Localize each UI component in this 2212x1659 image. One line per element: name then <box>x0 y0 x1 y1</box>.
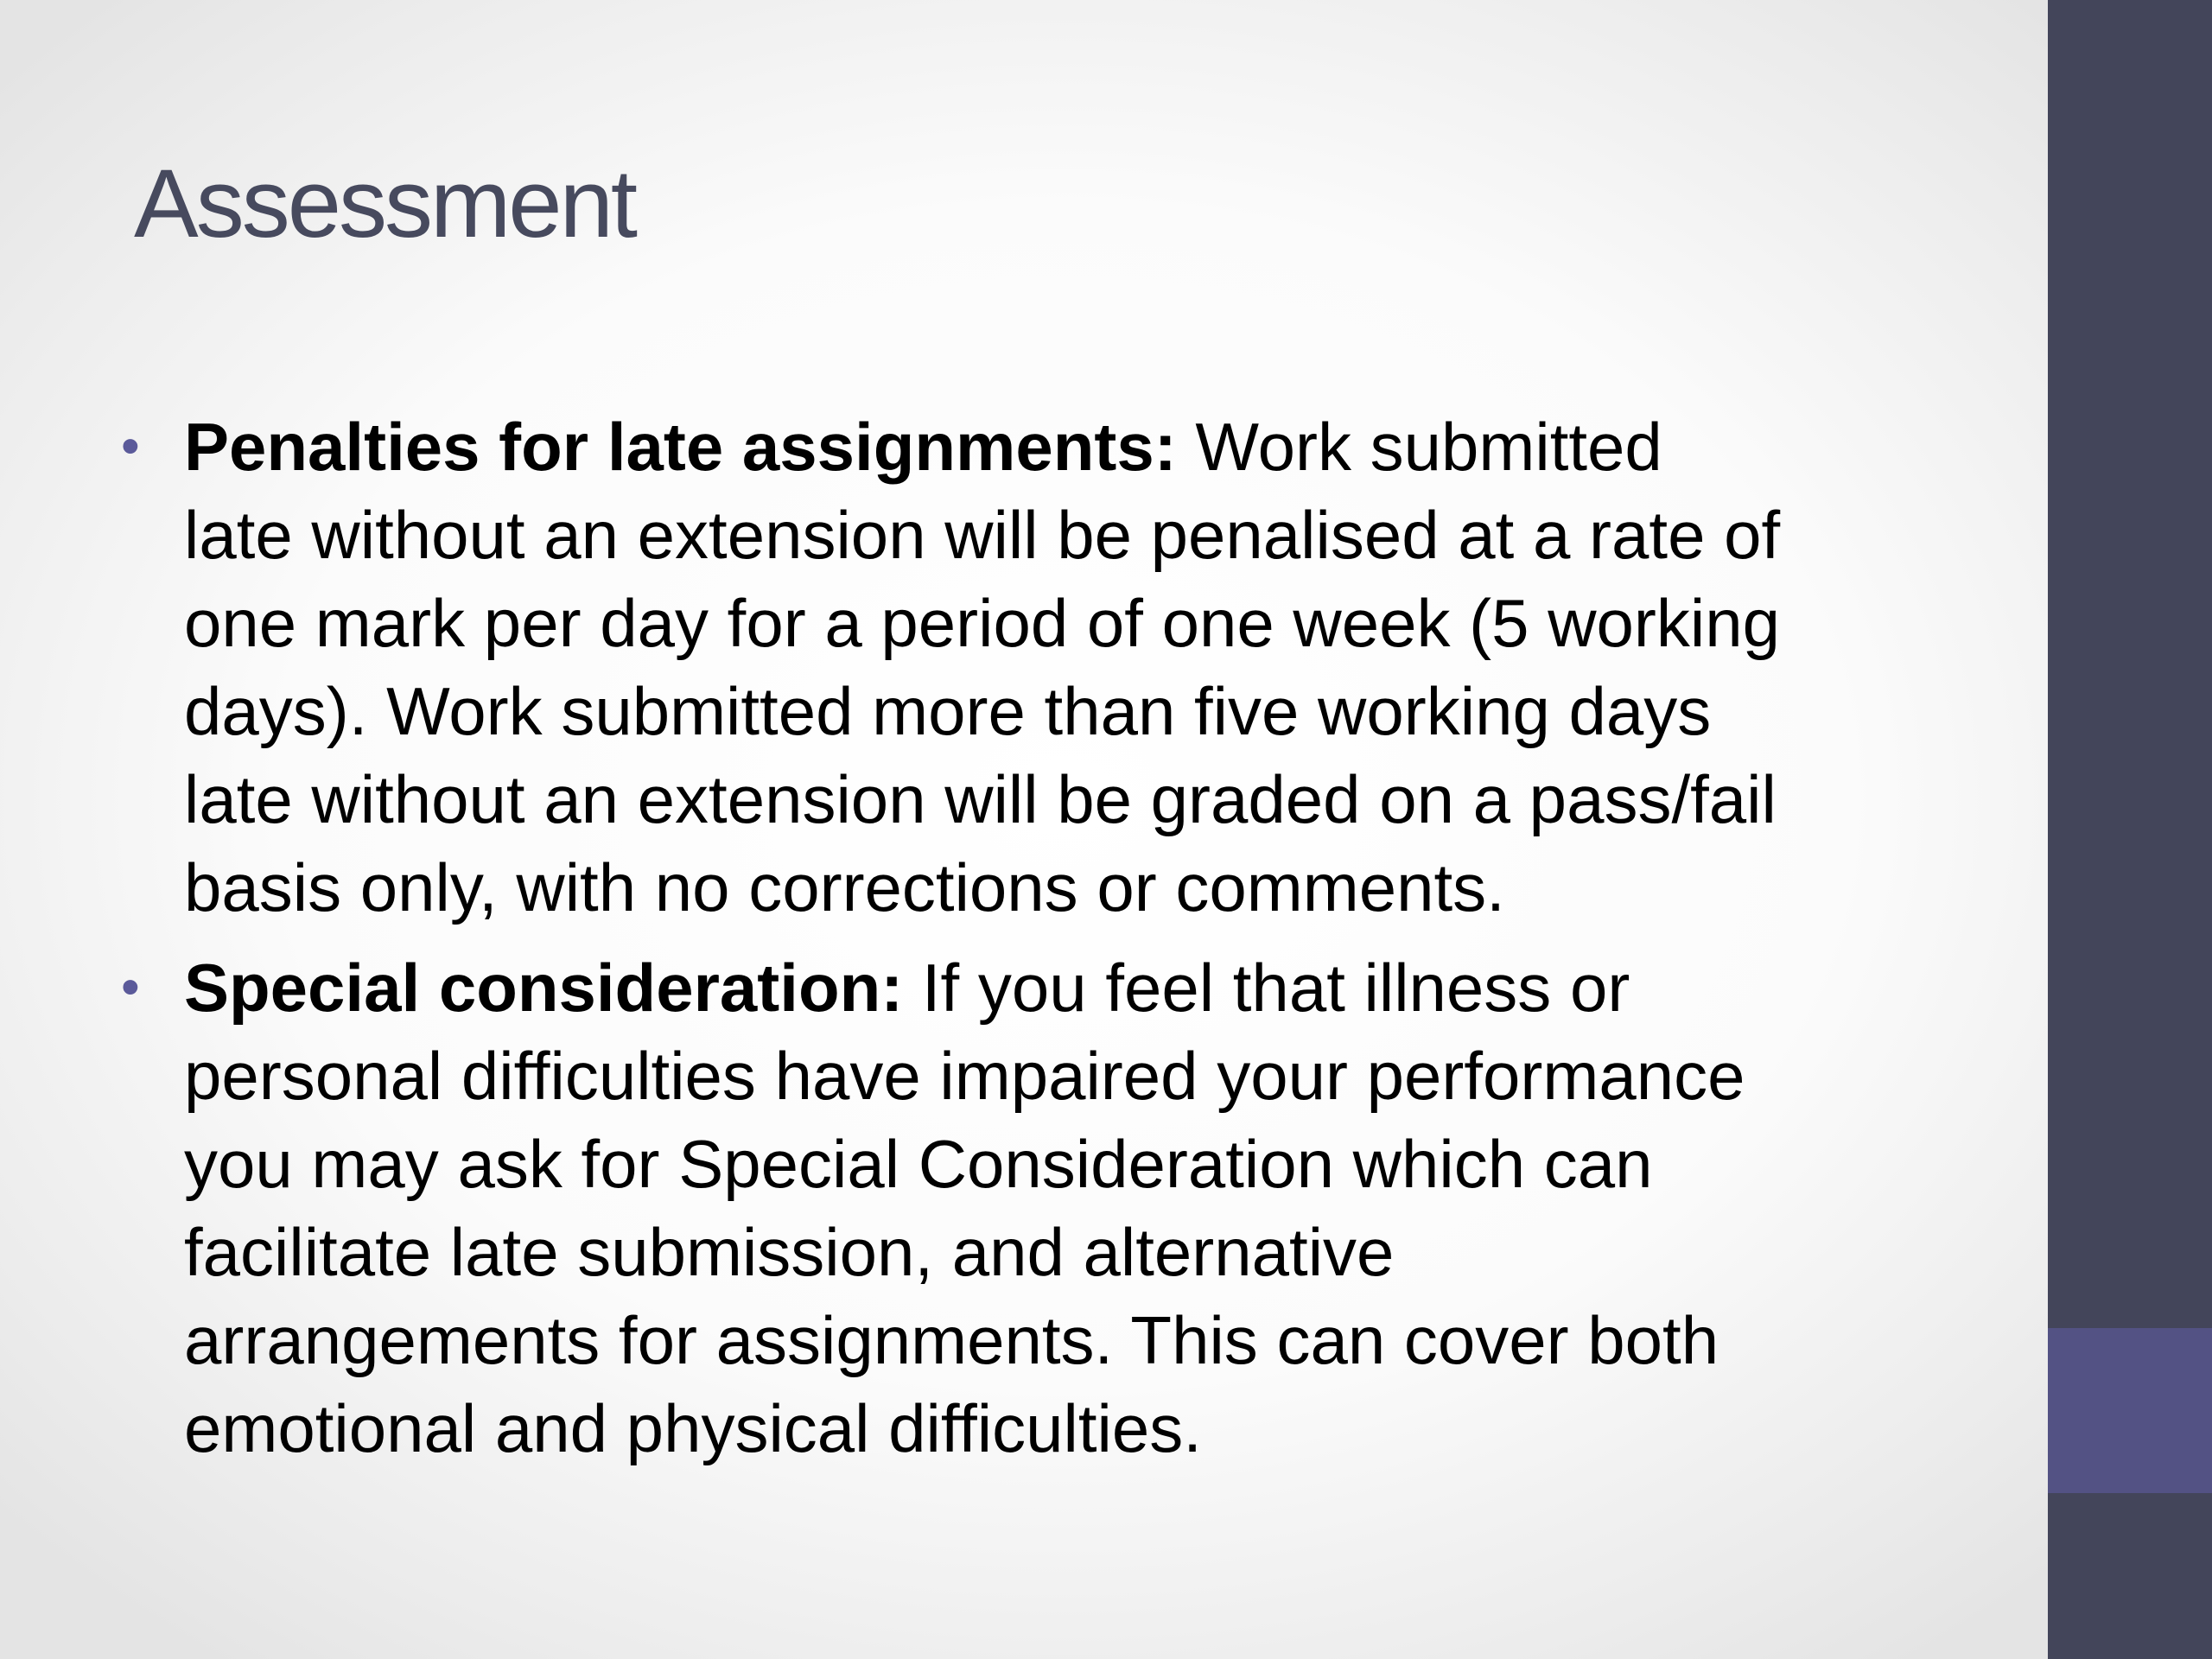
bullet-line: late without an extension will be graded on a pass/fail <box>184 761 1777 837</box>
bullet-line <box>184 944 1953 1032</box>
bullet-line: arrangements for assignments. This can cover both <box>184 1302 1719 1378</box>
bullet-list <box>121 403 1953 1484</box>
slide-title: Assessment <box>134 149 635 257</box>
bullet-body-text: Work submitted <box>1176 409 1662 485</box>
bullet-line: emotional and physical difficulties. <box>184 1390 1202 1466</box>
sidebar-accent-block <box>2048 1328 2212 1493</box>
bullet-lead-text: Penalties for late assignments: <box>184 409 1177 485</box>
decorative-sidebar <box>2048 0 2212 1659</box>
bullet-line: days). Work submitted more than five working days <box>184 673 1712 749</box>
bullet-line <box>184 403 1953 491</box>
bullet-lead-text: Special consideration: <box>184 950 904 1026</box>
bullet-line: you may ask for Special Consideration which can <box>184 1126 1653 1202</box>
bullet-line: basis only, with no corrections or comments. <box>184 849 1505 925</box>
bullet-line: personal difficulties have impaired your performance <box>184 1038 1745 1114</box>
bullet-late-penalties <box>121 403 1953 931</box>
bullet-point-icon: • <box>121 957 140 1017</box>
bullet-line: facilitate late submission, and alternative <box>184 1214 1395 1290</box>
bullet-special-consideration <box>121 944 1953 1472</box>
bullet-line: one mark per day for a period of one week (5 working <box>184 585 1780 661</box>
bullet-point-icon: • <box>121 416 140 476</box>
bullet-body-text: If you feel that illness or <box>903 950 1630 1026</box>
bullet-line: late without an extension will be penalised at a rate of <box>184 497 1781 573</box>
